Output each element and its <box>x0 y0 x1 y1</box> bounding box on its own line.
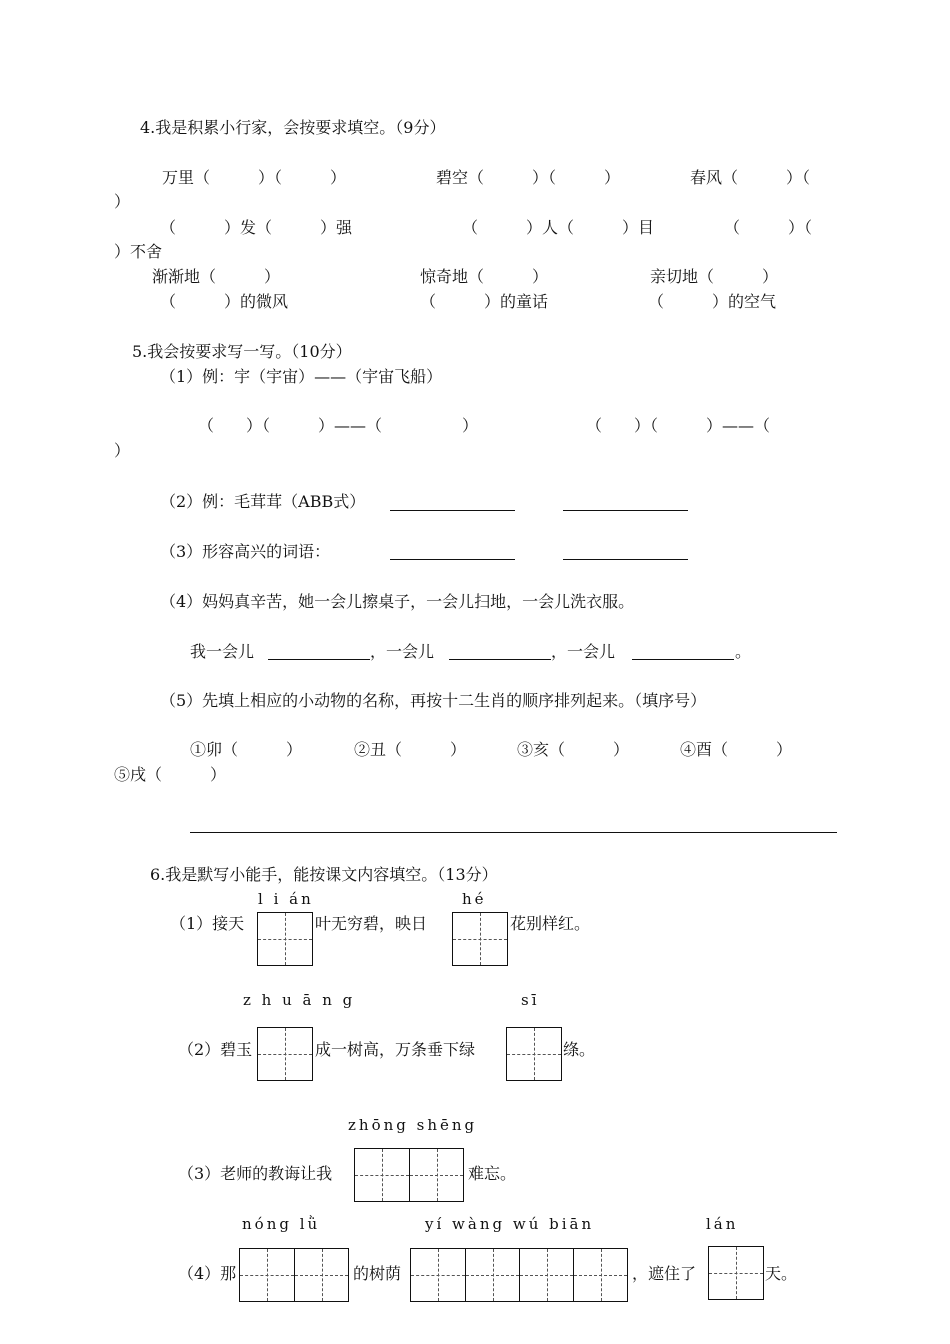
q4-row1-wrap: ） <box>114 192 131 211</box>
q4-row4-item-1: （ ）的微风 <box>160 292 289 311</box>
char-cell[interactable] <box>709 1247 763 1299</box>
q6-s3-pre: （3）老师的教诲让我 <box>178 1164 333 1183</box>
q6-s2-post: 绦。 <box>563 1040 596 1059</box>
q4-row2-item-1: （ ）发（ ）强 <box>160 218 353 237</box>
char-cell[interactable] <box>507 1028 561 1080</box>
char-cell[interactable] <box>240 1249 294 1301</box>
q5-s5-wrap: ⑤戌（ ） <box>114 765 227 784</box>
q6-s1-pinyin-1: l i án <box>258 890 314 908</box>
q4-row3-item-1: 渐渐地（ ） <box>152 267 281 286</box>
q6-s1-grid-1[interactable] <box>257 912 313 966</box>
char-cell[interactable] <box>409 1149 463 1201</box>
q4-row2-item-2: （ ）人（ ）目 <box>462 218 655 237</box>
q6-s1-grid-2[interactable] <box>452 912 508 966</box>
q4-row2-item-3: （ ）（ <box>724 218 813 237</box>
q6-s4-pre: （4）那 <box>178 1264 237 1283</box>
q6-s2-pinyin-1: z h u ā n g <box>243 991 356 1009</box>
q5-s1-example: （1）例：宇（宇宙）——（宇宙飞船） <box>160 367 443 386</box>
q5-s4-sentence: （4）妈妈真辛苦，她一会儿擦桌子，一会儿扫地，一会儿洗衣服。 <box>160 592 635 611</box>
q5-s2-blank-2[interactable] <box>563 510 688 511</box>
q5-s4-part-4: 。 <box>735 642 752 661</box>
q6-s2-pre: （2）碧玉 <box>178 1040 253 1059</box>
q6-s3-pinyin: zhōng shēng <box>348 1116 478 1134</box>
q5-s3-blank-2[interactable] <box>563 559 688 560</box>
q6-title: 6.我是默写小能手，能按课文内容填空。（13分） <box>150 865 498 884</box>
q6-s3-post: 难忘。 <box>468 1164 517 1183</box>
q6-s4-mid2: ，遮住了 <box>632 1264 697 1283</box>
q6-s4-mid1: 的树荫 <box>353 1264 402 1283</box>
q5-s5-item-4: ④酉（ ） <box>680 740 793 759</box>
char-cell[interactable] <box>355 1149 409 1201</box>
q5-s4-part-2: ，一会儿 <box>370 642 435 661</box>
char-cell[interactable] <box>294 1249 348 1301</box>
q6-s4-grid-2[interactable] <box>410 1248 628 1302</box>
q6-s4-grid-1[interactable] <box>239 1248 349 1302</box>
q6-s2-grid-1[interactable] <box>257 1027 313 1081</box>
q5-s5-item-1: ①卯（ ） <box>190 740 303 759</box>
q6-s3-grid[interactable] <box>354 1148 464 1202</box>
q5-s5-instruction: （5）先填上相应的小动物的名称，再按十二生肖的顺序排列起来。（填序号） <box>160 691 707 710</box>
q4-row3-item-2: 惊奇地（ ） <box>420 267 549 286</box>
q6-s4-post: 天。 <box>765 1264 798 1283</box>
q5-s1-wrap: ） <box>114 441 131 460</box>
q4-row1-item-2: 碧空（ ）（ ） <box>436 168 621 187</box>
q6-s2-mid: 成一树高，万条垂下绿 <box>315 1040 476 1059</box>
q6-s4-pinyin-2: yí wàng wú biān <box>425 1215 595 1233</box>
q5-s2-label: （2）例：毛茸茸（ABB式） <box>160 492 366 511</box>
q6-s1-post: 花别样红。 <box>510 914 591 933</box>
q6-s1-pinyin-2: hé <box>462 890 487 908</box>
q4-row1-item-3: 春风（ ）（ <box>690 168 811 187</box>
q6-s4-grid-3[interactable] <box>708 1246 764 1300</box>
q6-s4-pinyin-1: nóng lǜ <box>242 1215 321 1233</box>
q5-s4-part-1: 我一会儿 <box>190 642 255 661</box>
char-cell[interactable] <box>411 1249 465 1301</box>
q4-row1-item-1: 万里（ ）（ ） <box>162 168 347 187</box>
q4-row3-item-3: 亲切地（ ） <box>650 267 779 286</box>
q6-s2-grid-2[interactable] <box>506 1027 562 1081</box>
q5-s4-blank-3[interactable] <box>632 659 734 660</box>
q6-s1-mid: 叶无穷碧，映日 <box>315 914 428 933</box>
q5-s3-label: （3）形容高兴的词语： <box>160 542 331 561</box>
q5-s5-item-2: ②丑（ ） <box>354 740 467 759</box>
q5-title: 5.我会按要求写一写。（10分） <box>132 342 352 361</box>
q5-s1-line-2: （ ）（ ）——（ <box>586 416 771 435</box>
q5-s2-blank-1[interactable] <box>390 510 515 511</box>
q5-s5-item-3: ③亥（ ） <box>517 740 630 759</box>
char-cell[interactable] <box>453 913 507 965</box>
q4-row4-item-3: （ ）的空气 <box>648 292 777 311</box>
q5-s4-blank-1[interactable] <box>268 659 370 660</box>
q5-s3-blank-1[interactable] <box>390 559 515 560</box>
answer-line[interactable] <box>190 832 837 833</box>
q5-s1-line-1: （ ）（ ）——（ ） <box>198 416 479 435</box>
q6-s1-pre: （1）接天 <box>170 914 245 933</box>
q6-s4-pinyin-3: lán <box>706 1215 739 1233</box>
char-cell[interactable] <box>573 1249 627 1301</box>
char-cell[interactable] <box>258 913 312 965</box>
q4-row2-wrap: ）不舍 <box>114 242 163 261</box>
char-cell[interactable] <box>465 1249 519 1301</box>
q4-title: 4.我是积累小行家，会按要求填空。（9分） <box>140 118 446 137</box>
char-cell[interactable] <box>519 1249 573 1301</box>
q5-s4-part-3: ，一会儿 <box>551 642 616 661</box>
q6-s2-pinyin-2: sī <box>521 991 540 1009</box>
q4-row4-item-2: （ ）的童话 <box>420 292 549 311</box>
char-cell[interactable] <box>258 1028 312 1080</box>
q5-s4-blank-2[interactable] <box>449 659 551 660</box>
